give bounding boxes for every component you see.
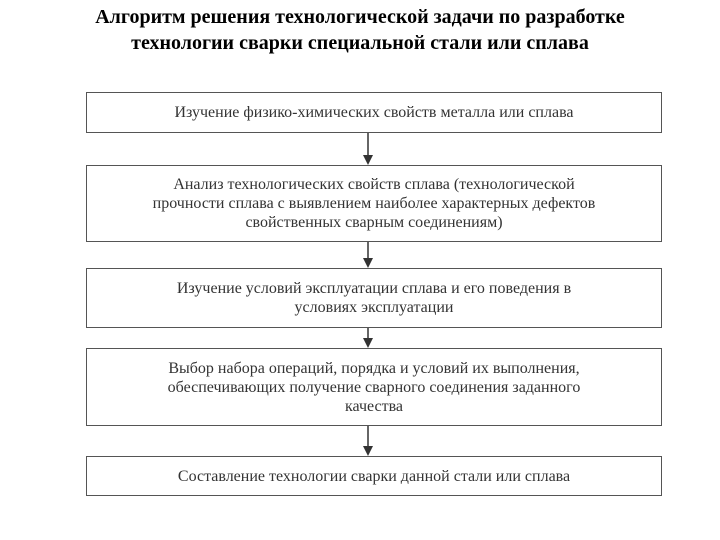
arrow-4-icon: [362, 426, 374, 456]
title-line-2: технологии сварки специальной стали или сплава: [131, 32, 589, 54]
step-2-text-line-1: Анализ технологических свойств сплава (технологической: [173, 176, 575, 193]
step-4-box: [86, 348, 662, 426]
title-line-1: Алгоритм решения технологической задачи по разработке: [95, 6, 625, 28]
step-2-text-line-3: свойственных сварным соединениям): [245, 214, 503, 231]
arrow-3-icon: [362, 328, 374, 348]
step-3-text-line-1: Изучение условий эксплуатации сплава и его поведения в: [176, 280, 572, 297]
step-4-text-line-1: Выбор набора операций, порядка и условий их выполнения,: [168, 359, 580, 377]
arrow-2-icon: [362, 242, 374, 268]
step-3-box: [86, 268, 662, 328]
step-2-box: [86, 165, 662, 242]
step-2-text-line-2: прочности сплава с выявлением наиболее характерных дефектов: [152, 195, 596, 212]
step-1-text: Изучение физико-химических свойств металла или сплава: [174, 104, 574, 121]
step-5-text: Составление технологии сварки данной стали или сплава: [177, 467, 571, 485]
step-3-text-line-2: условиях эксплуатации: [294, 299, 454, 316]
step-4-text-line-2: обеспечивающих получение сварного соединения заданного: [167, 378, 581, 396]
arrow-1-icon: [362, 133, 374, 165]
step-1-box: [86, 92, 662, 133]
step-5-box: [86, 456, 662, 496]
step-4-text-line-3: качества: [344, 397, 404, 415]
